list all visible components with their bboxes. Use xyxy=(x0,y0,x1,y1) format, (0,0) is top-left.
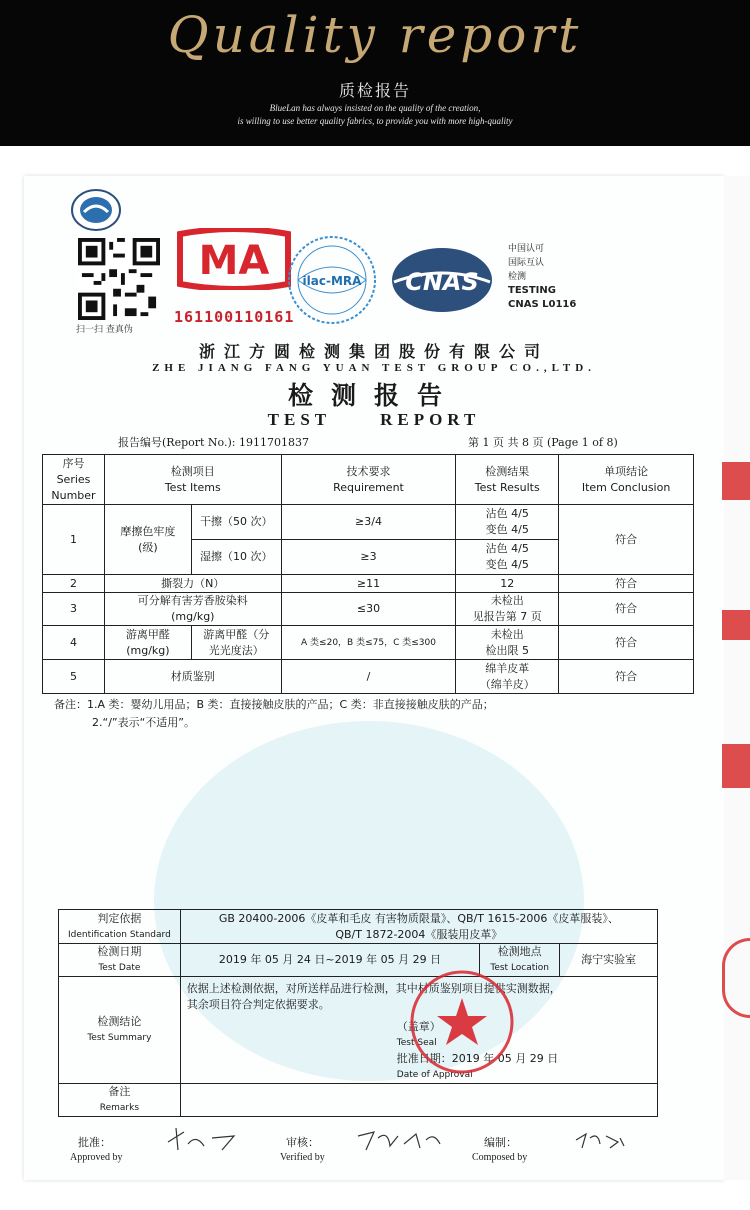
approval-date: 批准日期：2019 年 05 月 29 日 xyxy=(396,1052,559,1065)
banner-script-title: Quality report xyxy=(167,6,583,64)
page-info: 第 1 页 共 8 页 (Page 1 of 8) xyxy=(468,436,618,449)
note-line-1: 备注：1.A 类：婴幼儿用品；B 类：直接接触皮肤的产品；C 类：非直接接触皮肤的产品； xyxy=(54,698,494,711)
banner-subtitle-2: is willing to use better quality fabrics, to provide you with more high-quality xyxy=(237,116,513,126)
header-item-conclusion: 单项结论 Item Conclusion xyxy=(559,455,694,505)
row5-res: 绵羊皮革 （绵羊皮） xyxy=(456,660,559,694)
composer-signature-icon xyxy=(572,1128,628,1152)
report-number xyxy=(118,434,309,450)
report-number-value: 1911701837 xyxy=(238,436,309,449)
standard-value: GB 20400-2006《皮革和毛皮 有害物质限量》、QB/T 1615-2006《皮革服装》、 QB/T 1872-2004《服装用皮革》 xyxy=(180,910,657,944)
cert-line-2: 国际互认 xyxy=(508,258,545,268)
date-label: 检测日期 Test Date xyxy=(59,944,181,977)
cnas-cert-text xyxy=(508,242,576,312)
summary-table xyxy=(58,909,658,1117)
edge-red-seal xyxy=(722,938,750,1018)
row1-req-dry: ≥3/4 xyxy=(281,505,456,540)
company-name-en: ZHE JIANG FANG YUAN TEST GROUP CO.,LTD. xyxy=(152,362,596,374)
row2-req: ≥11 xyxy=(281,575,456,593)
row3-conclusion: 符合 xyxy=(559,593,694,626)
cma-logo-icon xyxy=(170,228,298,290)
location-value: 海宁实验室 xyxy=(560,944,658,977)
edge-red-mark xyxy=(722,744,750,788)
ilac-logo-text: ilac-MRA xyxy=(302,274,362,288)
remarks-label: 备注 Remarks xyxy=(59,1084,181,1117)
row1-item: 摩擦色牢度 (级) xyxy=(104,505,191,575)
row5-conclusion: 符合 xyxy=(559,660,694,694)
remarks-value xyxy=(180,1084,657,1117)
row2-conclusion: 符合 xyxy=(559,575,694,593)
table-header-row xyxy=(43,455,694,505)
certification-logo-icon xyxy=(70,188,122,232)
summary-label: 检测结论 Test Summary xyxy=(59,977,181,1084)
verified-by-label-en: Verified by xyxy=(280,1152,325,1163)
cert-cnas-code: CNAS L0116 xyxy=(508,299,577,310)
table-row xyxy=(43,575,694,593)
edge-red-mark xyxy=(722,610,750,640)
approver-signature-icon xyxy=(164,1124,244,1154)
row3-item: 可分解有害芳香胺染料 (mg/kg) xyxy=(104,593,281,626)
company-name-cn: 浙江方圆检测集团股份有限公司 xyxy=(198,342,549,361)
row4-res: 未检出 检出限 5 xyxy=(456,626,559,660)
row2-no: 2 xyxy=(43,575,105,593)
header-requirement: 技术要求 Requirement xyxy=(281,455,456,505)
ma-logo-text: MA xyxy=(198,238,270,284)
table-row xyxy=(43,593,694,626)
composed-by-label-en: Composed by xyxy=(472,1152,528,1163)
banner-cn-title: 质检报告 xyxy=(338,81,411,100)
qr-caption: 扫一扫 查真伪 xyxy=(76,325,133,335)
official-seal-stamp-icon xyxy=(378,968,534,1080)
approved-by-label-en: Approved by xyxy=(70,1152,123,1163)
remarks-row xyxy=(59,1084,658,1117)
note-line-2: 2.“/”表示“不适用”。 xyxy=(92,716,195,729)
row5-req: / xyxy=(281,660,456,694)
date-value: 2019 年 05 月 24 日~2019 年 05 月 29 日 xyxy=(180,944,479,977)
row4-conclusion: 符合 xyxy=(559,626,694,660)
table-row xyxy=(43,660,694,694)
location-label: 检测地点 Test Location xyxy=(480,944,560,977)
ilac-mra-logo-icon xyxy=(286,234,378,326)
row3-req: ≤30 xyxy=(281,593,456,626)
row1-sub-dry: 干擦（50 次） xyxy=(191,505,281,540)
verifier-signature-icon xyxy=(354,1126,444,1156)
row4-req: A 类≤20，B 类≤75，C 类≤300 xyxy=(281,626,456,660)
row3-no: 3 xyxy=(43,593,105,626)
row4-item: 游离甲醛 (mg/kg) xyxy=(104,626,191,660)
edge-red-mark xyxy=(722,462,750,500)
report-title-en: TEST REPORT xyxy=(267,410,481,429)
header-test-results: 检测结果 Test Results xyxy=(456,455,559,505)
row5-no: 5 xyxy=(43,660,105,694)
row1-conclusion: 符合 xyxy=(559,505,694,575)
report-number-label: 报告编号(Report No.): xyxy=(118,436,236,449)
header-test-items: 检测项目 Test Items xyxy=(104,455,281,505)
composed-by-label: 编制： xyxy=(484,1136,517,1149)
row2-res: 12 xyxy=(456,575,559,593)
verified-by-label: 审核： xyxy=(286,1136,319,1149)
row2-item: 撕裂力（N） xyxy=(104,575,281,593)
seal-label-en: Test Seal xyxy=(396,1038,437,1048)
row3-res: 未检出 见报告第 7 页 xyxy=(456,593,559,626)
row1-res-wet: 沾色 4/5 变色 4/5 xyxy=(456,540,559,575)
test-results-table xyxy=(42,454,694,694)
row5-item: 材质鉴别 xyxy=(104,660,281,694)
row1-res-dry: 沾色 4/5 变色 4/5 xyxy=(456,505,559,540)
adjacent-page-edge xyxy=(724,176,750,1180)
row1-sub-wet: 湿擦（10 次） xyxy=(191,540,281,575)
row1-req-wet: ≥3 xyxy=(281,540,456,575)
header-series-number: 序号 Series Number xyxy=(43,455,105,505)
table-row xyxy=(43,626,694,660)
date-row xyxy=(59,944,658,977)
cnas-logo-text: CNAS xyxy=(405,268,479,296)
seal-label-cn: （盖章） xyxy=(396,1020,441,1033)
summary-line-1: 依据上述检测依据，对所送样品进行检测，其中材质鉴别项目提供实测数据， xyxy=(186,982,561,995)
standard-row xyxy=(59,910,658,944)
row1-no: 1 xyxy=(43,505,105,575)
table-row xyxy=(43,505,694,540)
summary-line-2: 其余项目符合判定依据要求。 xyxy=(186,998,330,1011)
row4-no: 4 xyxy=(43,626,105,660)
test-report-sheet xyxy=(24,176,724,1180)
report-title-cn: 检测报告 xyxy=(287,381,460,410)
row4-sub: 游离甲醛（分 光光度法） xyxy=(191,626,281,660)
cnas-logo-icon xyxy=(390,246,494,314)
quality-report-banner xyxy=(0,0,750,146)
approved-by-label: 批准： xyxy=(78,1136,111,1149)
banner-subtitle-1: BlueLan has always insisted on the quality of the creation, xyxy=(269,103,481,113)
qr-code-icon[interactable] xyxy=(78,238,160,320)
cert-line-3: 检测 xyxy=(508,272,527,282)
cert-line-1: 中国认可 xyxy=(508,244,545,254)
cma-number: 161100110161 xyxy=(174,308,295,326)
approval-date-en: Date of Approval xyxy=(396,1070,473,1080)
summary-row xyxy=(59,977,658,1084)
standard-label: 判定依据 Identification Standard xyxy=(59,910,181,944)
cert-testing: TESTING xyxy=(508,285,556,296)
